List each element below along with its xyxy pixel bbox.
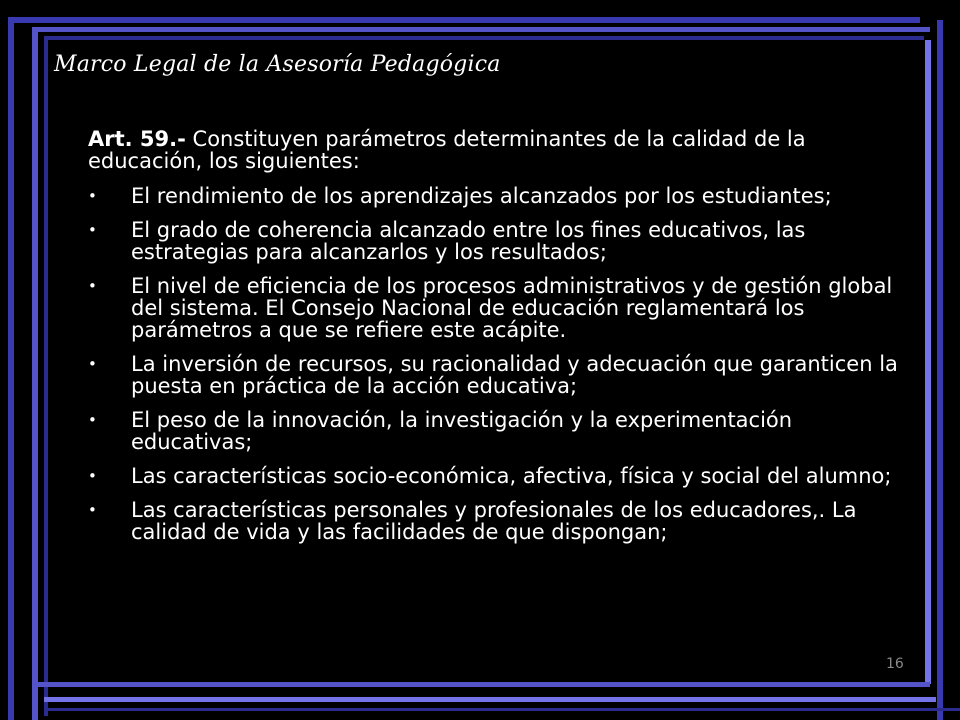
frame-bar-left-inner	[44, 36, 48, 716]
frame-bar-bottom-inner	[32, 682, 930, 687]
frame-bar-top-middle	[32, 27, 930, 32]
list-item	[88, 275, 908, 341]
list-item	[88, 465, 908, 487]
frame-bar-bottom-middle	[44, 697, 936, 702]
list-item	[88, 185, 908, 207]
list-item-text: Las características personales y profesionales de los educadores,. La calidad de vida y las facilidades de que dispongan;	[131, 498, 857, 544]
bullet-icon: •	[88, 501, 97, 519]
bullet-icon: •	[88, 355, 97, 373]
list-item	[88, 353, 908, 397]
list-item	[88, 499, 908, 543]
bullet-icon: •	[88, 411, 97, 429]
list-item-text: El nivel de eficiencia de los procesos administrativos y de gestión global del sistema. El Consejo Nacional de educación reglamentará los parámetros a que se refiere este acápite.	[131, 274, 893, 342]
bullet-icon: •	[88, 221, 97, 239]
list-item-text: El rendimiento de los aprendizajes alcanzados por los estudiantes;	[131, 184, 832, 208]
list-item	[88, 219, 908, 263]
article-intro	[88, 128, 908, 172]
article-number: Art. 59.-	[88, 127, 186, 151]
list-item-text: Las características socio-económica, afectiva, física y social del alumno;	[131, 464, 892, 488]
slide-body	[88, 128, 908, 555]
frame-bar-left-middle	[32, 27, 38, 720]
list-item-text: El peso de la innovación, la investigación y la experimentación educativas;	[131, 408, 793, 454]
list-item-text: El grado de coherencia alcanzado entre los fines educativos, las estrategias para alcanzarlos y los resultados;	[131, 218, 806, 264]
page-number: 16	[886, 656, 904, 672]
frame-bar-right-inner	[925, 40, 931, 684]
frame-bar-left-outer	[8, 17, 14, 720]
list-item-text: La inversión de recursos, su racionalidad y adecuación que garanticen la puesta en práctica de la acción educativa;	[131, 352, 898, 398]
slide-title: Marco Legal de la Asesoría Pedagógica	[54, 52, 501, 77]
parameter-list	[88, 185, 908, 543]
frame-bar-bottom-outer	[44, 708, 960, 711]
frame-bar-top-inner	[44, 36, 924, 40]
bullet-icon: •	[88, 467, 97, 485]
bullet-icon: •	[88, 187, 97, 205]
article-intro-text: Constituyen parámetros determinantes de la calidad de la educación, los siguientes:	[88, 127, 806, 173]
frame-bar-top-outer	[8, 17, 920, 23]
frame-bar-right-outer	[937, 20, 943, 720]
bullet-icon: •	[88, 277, 97, 295]
list-item	[88, 409, 908, 453]
